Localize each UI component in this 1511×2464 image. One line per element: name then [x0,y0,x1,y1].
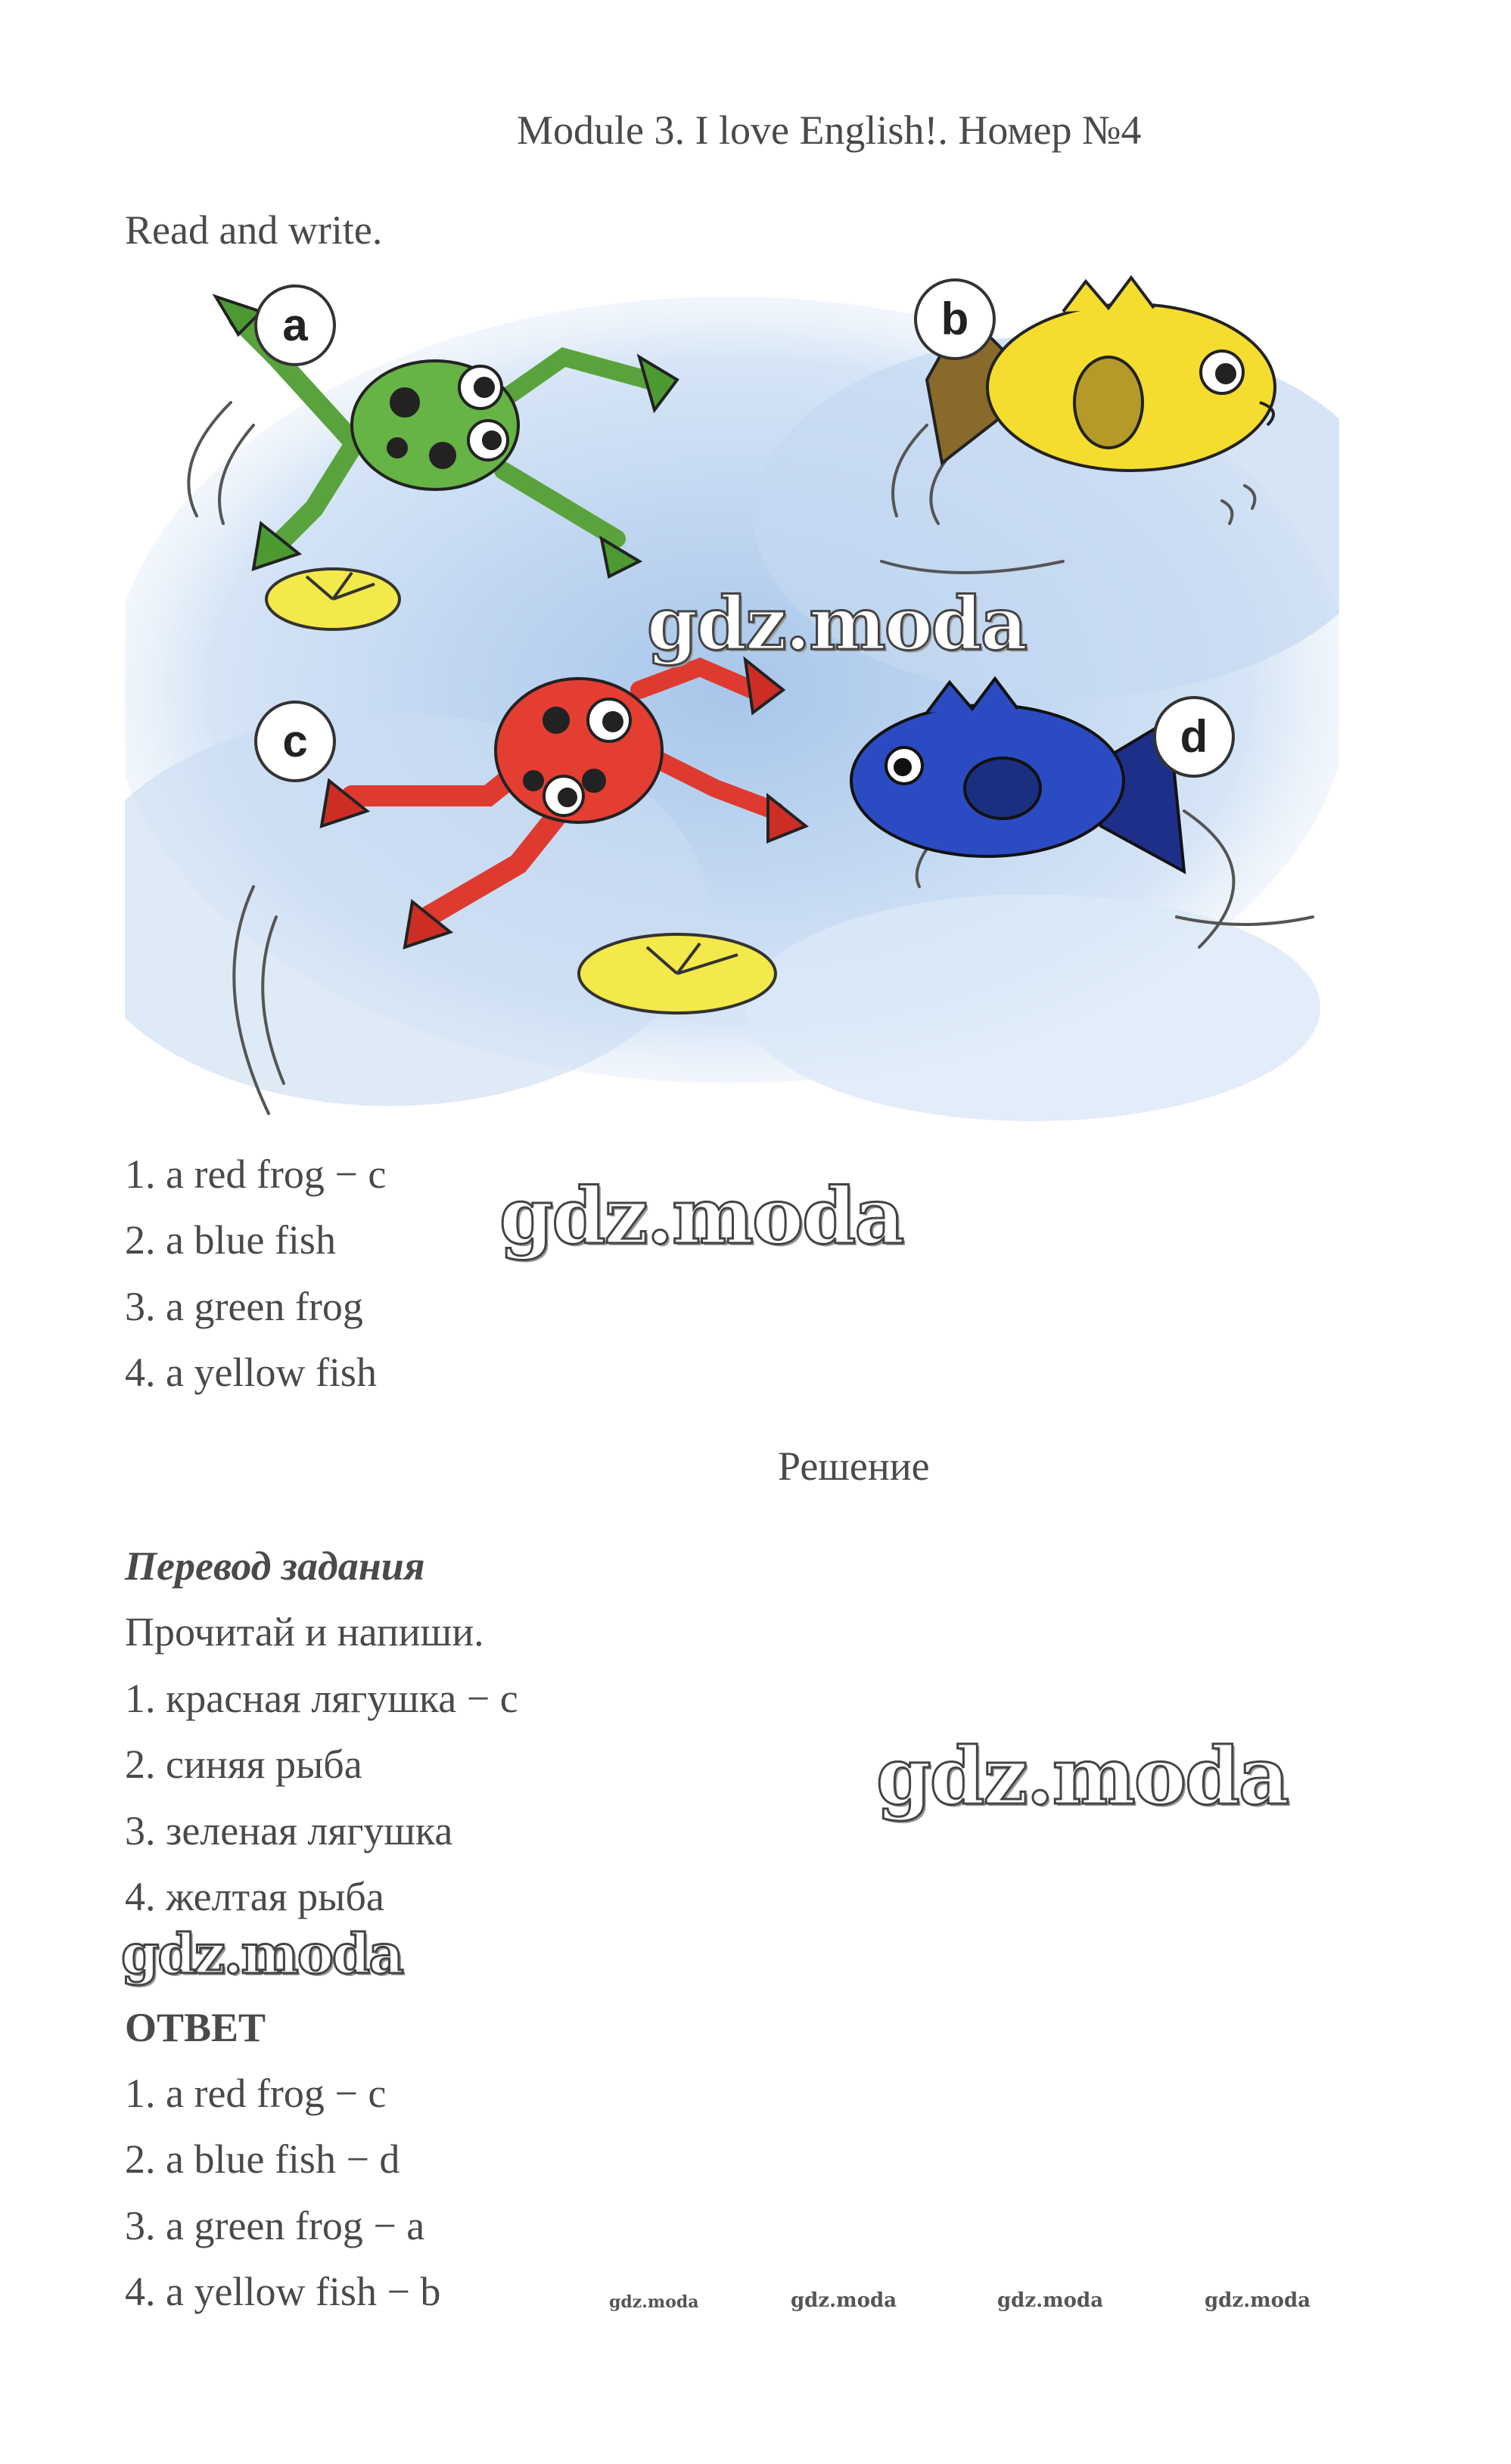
label-c-circle [256,702,334,781]
translation-instruction: Прочитай и напиши. [125,1609,484,1655]
task-item-1: 1. a red frog − c [125,1151,387,1197]
label-a-circle [256,286,334,365]
watermark-small: gdz.moda [997,2289,1104,2312]
answer-heading: ОТВЕТ [125,2005,266,2050]
answer-item-1: 1. a red frog − c [125,2071,387,2116]
watermark: gdz.moda [121,1922,403,1986]
translation-item-1: 1. красная лягушка − c [125,1676,518,1721]
translation-heading: Перевод задания [125,1543,425,1589]
translation-item-4: 4. желтая рыба [125,1874,384,1919]
label-d-circle [1155,698,1233,776]
watermark: gdz.moda [499,1171,903,1262]
lily-pad-top [266,569,400,629]
task-instruction: Read and write. [125,207,383,253]
answer-item-4: 4. a yellow fish − b [125,2269,441,2314]
label-d: d [1180,711,1208,762]
task-item-3: 3. a green frog [125,1284,363,1329]
task-item-4: 4. a yellow fish [125,1350,377,1395]
task-illustration [125,266,1339,1129]
watermark: gdz.moda [876,1729,1289,1822]
watermark-small: gdz.moda [609,2292,699,2312]
answer-item-2: 2. a blue fish − d [125,2136,400,2182]
watermark-small: gdz.moda [791,2289,897,2312]
solution-heading: Решение [778,1443,930,1489]
answer-item-3: 3. a green frog − a [125,2203,425,2248]
translation-item-2: 2. синяя рыба [125,1742,362,1787]
label-c: c [282,716,308,766]
label-a: a [282,300,308,350]
page-title: Module 3. I love English!. Номер №4 [517,107,1142,153]
task-item-2: 2. a blue fish [125,1217,336,1263]
lily-pad-bottom [579,934,776,1013]
label-b-circle [916,280,994,359]
watermark-small: gdz.moda [1205,2289,1311,2312]
label-b: b [940,294,969,344]
translation-item-3: 3. зеленая лягушка [125,1808,453,1853]
watermark: gdz.moda [647,581,1027,666]
